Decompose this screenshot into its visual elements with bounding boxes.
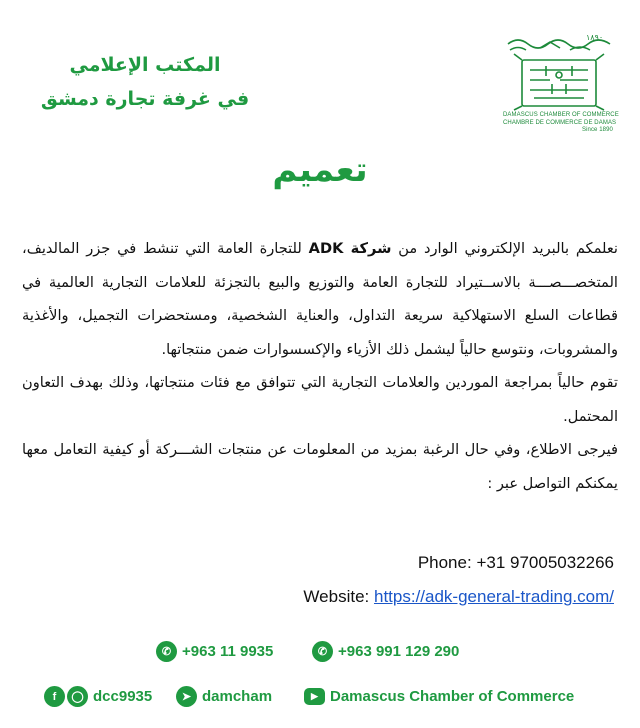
footer-telegram <box>176 686 272 707</box>
footer-phone-1-text: +963 11 9935 <box>182 643 274 660</box>
footer-phone-2 <box>312 641 459 662</box>
footer-youtube <box>304 688 574 705</box>
footer-phone-1 <box>156 641 273 662</box>
instagram-icon: ◯ <box>67 686 88 707</box>
youtube-icon: ▶ <box>304 688 325 705</box>
company-name: شركة ADK <box>308 240 392 257</box>
p1-rest: للتجارة العامة التي تنشط في جزر المالديف، المتخصـــصـــة بالاســتيراد للتجارة العامة والتوزيع والبيع بالتجزئة للعلامات التجارية العالمية في قطاعات السلع الاستهلاكية سريعة التداول، والعناية الشخصية، ومستحضرات التجميل، والأغذية والمشروبات، ونتوسع حالياً ليشمل ذلك الأزياء والإكسسوارات ضمن منتجاتها. <box>22 240 618 358</box>
website-line <box>54 587 614 607</box>
org-line-2: في غرفة تجارة دمشق <box>40 88 250 110</box>
telegram-icon: ➤ <box>176 686 197 707</box>
p1-intro: نعلمكم بالبريد الإلكتروني الوارد من <box>391 240 618 257</box>
social-handle: dcc9935 <box>93 688 153 705</box>
paragraph-1 <box>22 232 618 366</box>
logo-caption <box>503 112 623 135</box>
media-office-header <box>20 48 270 116</box>
logo-en-line2: CHAMBRE DE COMMERCE DE DAMAS <box>503 119 617 126</box>
telegram-handle: damcham <box>202 688 273 705</box>
whatsapp-icon: ✆ <box>312 641 333 662</box>
paragraph-3: فيرجى الاطلاع، وفي حال الرغبة بمزيد من المعلومات عن منتجات الشـــركة أو كيفية التعامل معها يمكنكم التواصل عبر : <box>22 441 618 492</box>
footer-social <box>44 686 152 707</box>
footer-phone-2-text: +963 991 129 290 <box>338 643 460 660</box>
chamber-logo <box>500 30 618 154</box>
logo-since: Since 1890 <box>581 127 613 133</box>
logo-year: ١٨٩٠ <box>586 33 604 42</box>
youtube-name: Damascus Chamber of Commerce <box>330 688 575 705</box>
org-line-1: المكتب الإعلامي <box>69 54 221 76</box>
website-label: Website: <box>303 587 370 606</box>
logo-en-line1: DAMASCUS CHAMBER OF COMMERCE <box>503 112 619 118</box>
phone-icon: ✆ <box>156 641 177 662</box>
facebook-icon: f <box>44 686 65 707</box>
website-link[interactable]: https://adk-general-trading.com/ <box>373 587 614 606</box>
phone-value: +31 97005032266 <box>476 553 614 572</box>
phone-label: Phone: <box>417 553 472 572</box>
paragraph-2: تقوم حالياً بمراجعة الموردين والعلامات التجارية التي تتوافق مع فئات منتجاتها، وذلك بهدف التعاون المحتمل. <box>22 374 618 425</box>
phone-line <box>54 553 614 573</box>
circular-body <box>22 232 618 500</box>
page-title: تعميم <box>272 150 368 190</box>
